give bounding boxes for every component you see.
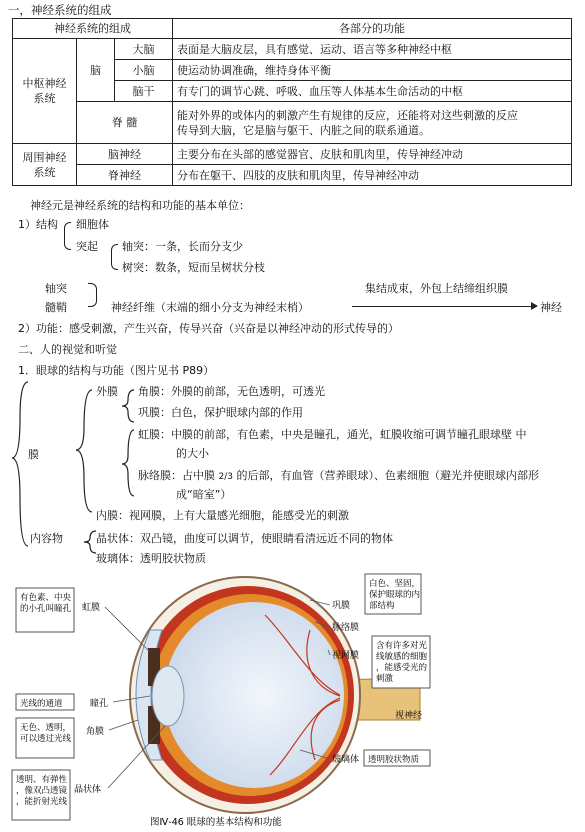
axon-label: 轴突 [45, 282, 67, 295]
dendrite-desc: 树突：数条，短而呈树状分枝 [122, 261, 265, 274]
choroid-desc-2: 成“暗室”） [176, 488, 232, 501]
retina-desc: 内膜：视网膜，上有大量感光细胞，能感受光的刺激 [96, 509, 349, 522]
nervous-system-table [12, 18, 572, 186]
retina-note: 含有许多对光线敏感的细胞，能感受光的刺激 [376, 641, 428, 684]
iris-desc-1: 虹膜：中膜的前部，有色素，中央是瞳孔，通光，虹膜收缩可调节瞳孔眼球壁 中 [138, 428, 527, 441]
cerebellum-label: 小脑 [115, 60, 173, 81]
cerebrum-label: 大脑 [115, 39, 173, 60]
spinal-nerve-label: 脊神经 [77, 165, 173, 186]
table-header-left: 神经系统的组成 [13, 19, 173, 39]
spinal-cord-label: 脊 髓 [77, 102, 173, 144]
brainstem-label: 脑干 [115, 81, 173, 102]
eyeball-diagram [10, 570, 480, 832]
middle-brace [122, 430, 134, 496]
sclera-label: 巩膜 [332, 601, 351, 611]
retina-label: 视网膜 [332, 651, 360, 661]
myelin-label: 髓鞘 [45, 301, 67, 314]
choroid-label: 脉络膜 [332, 623, 360, 633]
bundle-text: 集结成束，外包上结缔组织膜 [365, 282, 508, 295]
sclera-desc: 巩膜：白色，保护眼球内部的作用 [138, 406, 303, 419]
lens-label: 晶状体 [74, 785, 102, 795]
main-brace [12, 382, 28, 546]
outer-brace [122, 390, 134, 422]
contents-label: 内容物 [30, 532, 63, 545]
cerebrum-function: 表面是大脑皮层，具有感觉、运动、语言等多种神经中枢 [173, 39, 572, 60]
vitreous-label: 玻璃体 [332, 755, 360, 765]
cranial-nerve-function: 主要分布在头部的感觉器官、皮肤和肌肉里，传导神经冲动 [173, 144, 572, 165]
table-header-right: 各部分的功能 [173, 19, 572, 39]
iris-note: 有色素、中央的小孔叫瞳孔 [20, 593, 72, 614]
light-path-note: 光线的通道 [20, 699, 63, 709]
brainstem-function: 有专门的调节心跳、呼吸、血压等人体基本生命活动的中枢 [173, 81, 572, 102]
outer-membrane: 外膜 [96, 385, 118, 398]
structure-brace [64, 222, 71, 250]
choroid-desc-1: 脉络膜：占中膜 2/3 的后部，有血管（营养眼球）、色素细胞（避光并使眼球内部形 [138, 469, 539, 482]
vitreous-shape [164, 602, 344, 788]
spinal-nerve-function: 分布在躯干、四肢的皮肤和肌肉里，传导神经冲动 [173, 165, 572, 186]
lens-shape [152, 666, 184, 726]
contents-brace [84, 531, 96, 553]
arrow-head-icon [531, 302, 538, 310]
section-title: 一，神经系统的组成 [8, 3, 112, 17]
structure-label: 1）结构 [18, 218, 58, 231]
eye-subtitle: 1．眼球的结构与功能（图片见书 P89） [18, 364, 215, 377]
cornea-label: 角膜 [86, 727, 105, 737]
cerebellum-function: 使运动协调准确，维持身体平衡 [173, 60, 572, 81]
neuron-intro: 神经元是神经系统的结构和功能的基本单位： [30, 199, 250, 212]
vitreous-note: 透明胶状物质 [368, 755, 420, 765]
nerve-fiber: 神经纤维（末端的细小分支为神经末梢） [111, 301, 309, 314]
brain-label: 脑 [77, 39, 115, 102]
pupil-label: 瞳孔 [90, 699, 109, 709]
cell-body: 细胞体 [76, 218, 109, 231]
process-label: 突起 [76, 240, 98, 253]
cns-label: 中枢神经 系统 [13, 39, 77, 144]
cranial-nerve-label: 脑神经 [77, 144, 173, 165]
fiber-brace [88, 283, 97, 307]
lens-desc: 晶状体：双凸镜，曲度可以调节，使眼睛看清远近不同的物体 [96, 532, 393, 545]
vitreous-desc: 玻璃体：透明胶状物质 [96, 552, 206, 565]
pns-label: 周围神经 系统 [13, 144, 77, 186]
sclera-note: 白色、坚固，保护眼球的内部结构 [369, 579, 421, 611]
optic-nerve-label: 视神经 [395, 711, 423, 721]
iris-label: 虹膜 [82, 603, 101, 613]
neuron-function: 2）功能：感受刺激，产生兴奋，传导兴奋（兴奋是以神经冲动的形式传导的） [18, 322, 399, 335]
process-brace [111, 244, 118, 270]
nerve-label: 神经 [540, 301, 562, 314]
membrane-label: 膜 [28, 448, 39, 461]
figure-caption: 图Ⅳ-46 眼球的基本结构和功能 [150, 817, 282, 828]
axon-desc: 轴突：一条，长而分支少 [122, 240, 243, 253]
cornea-note: 无色、透明，可以透过光线 [20, 723, 72, 744]
membrane-brace [76, 390, 92, 512]
cornea-desc: 角膜：外膜的前部，无色透明，可透光 [138, 385, 325, 398]
arrow-line [352, 306, 536, 307]
spinal-cord-function: 能对外界的或体内的刺激产生有规律的反应，还能将对这些刺激的反应 传导到大脑，它是脑与躯干、内脏之间的联系通道。 [173, 102, 572, 144]
lens-note: 透明、有弹性，像双凸透镜，能折射光线 [16, 775, 68, 807]
iris-desc-2: 的大小 [176, 447, 209, 460]
section2-title: 二、人的视觉和听觉 [18, 343, 117, 356]
